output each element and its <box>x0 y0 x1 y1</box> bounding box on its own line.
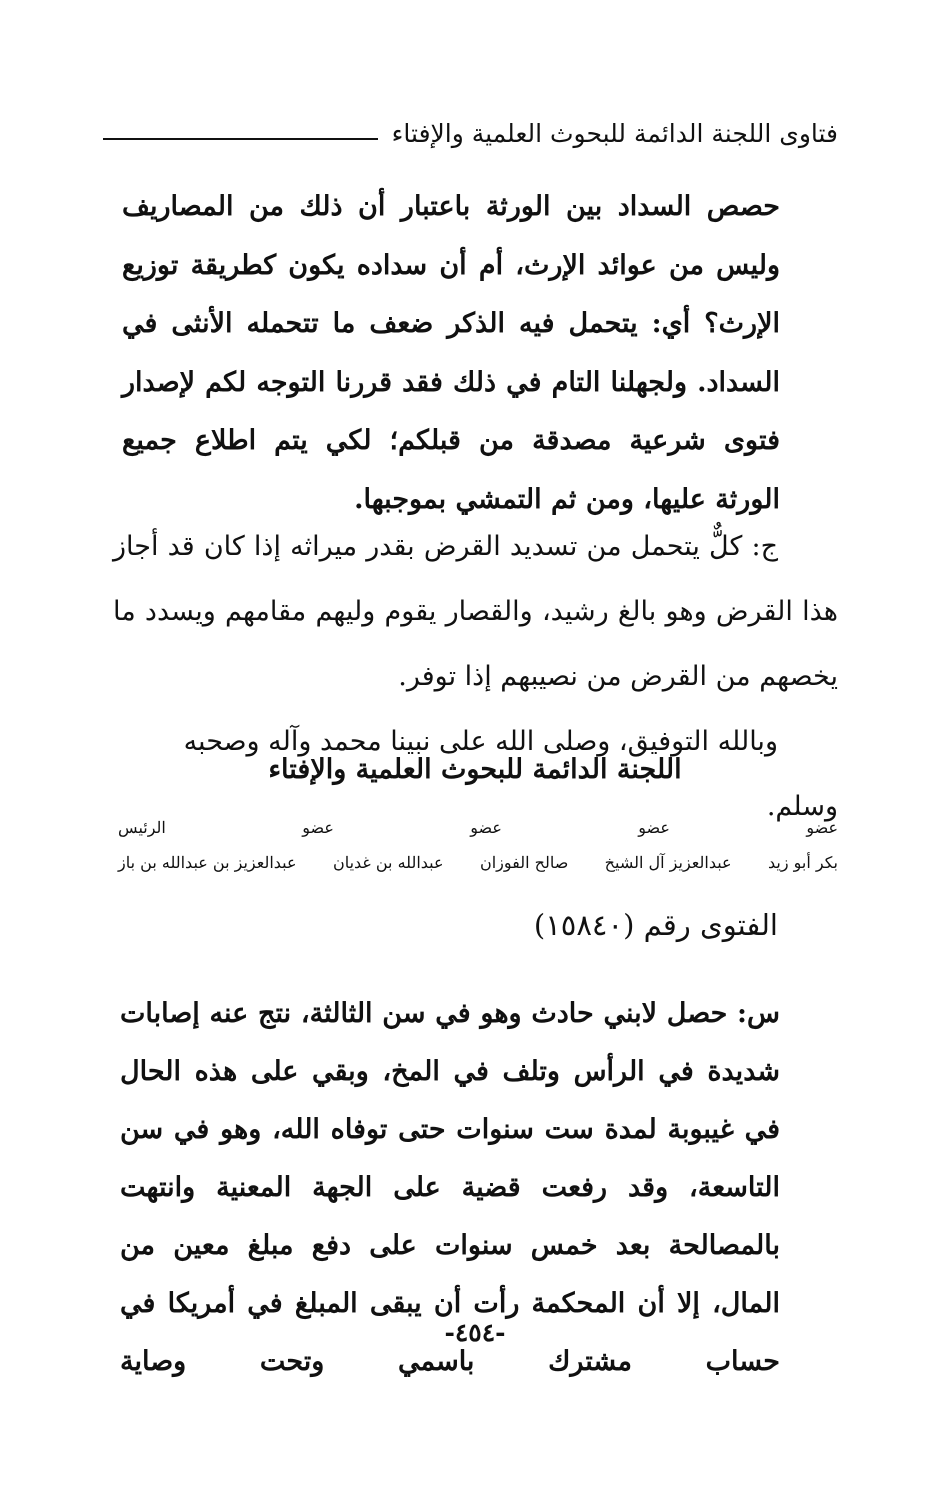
question-2-text: س: حصل لابني حادث وهو في سن الثالثة، نتج عنه إصابات شديدة في الرأس وتلف في المخ، وبقي على هذه الحال في غيبوبة لمدة ست سنوات حتى توفاه الله، وهو في سن التاسعة، وقد رفعت قضية على الجهة المعنية وانتهت بالمصالحة بعد خمس سنوات على دفع مبلغ معين من المال، إلا أن المحكمة رأت أن يبقى المبلغ في أمريكا في حساب مشترك باسمي وتحت وصاية <box>120 998 780 1377</box>
signatory-role: عضو <box>806 818 838 837</box>
fatwa-number: الفتوى رقم (١٥٨٤٠) <box>533 908 778 942</box>
signatory-role: عضو <box>302 818 334 837</box>
question-continued-text: حصص السداد بين الورثة باعتبار أن ذلك من المصاريف وليس من عوائد الإرث، أم أن سداده يكون كطريقة توزيع الإرث؟ أي: يتحمل فيه الذكر ضعف ما تتحمله الأنثى في السداد. ولجهلنا التام في ذلك فقد قررنا التوجه لكم لإصدار فتوى شرعية مصدقة من قبلكم؛ لكي يتم اطلاع جميع الورثة عليها، ومن ثم التمشي بموجبها. <box>122 191 780 515</box>
signatory-role: الرئيس <box>118 818 166 837</box>
signatory-name: بكر أبو زيد <box>767 853 838 872</box>
signatory-roles <box>118 818 838 837</box>
signatory-name: عبدالعزيز آل الشيخ <box>604 853 732 872</box>
running-header <box>103 106 838 146</box>
signatory-name: عبدالعزيز بن عبدالله بن باز <box>118 853 297 872</box>
signatory-role: عضو <box>638 818 670 837</box>
signatory-role: عضو <box>470 818 502 837</box>
question-continued <box>122 178 780 529</box>
closing-prayer: وبالله التوفيق، وصلى الله على نبينا محمد وآله وصحبه وسلم. <box>183 726 838 822</box>
page-number: -٤٥٤- <box>444 1318 506 1347</box>
header-rule <box>103 138 378 140</box>
signatory-names <box>118 853 838 872</box>
committee-title: اللجنة الدائمة للبحوث العلمية والإفتاء <box>268 754 682 785</box>
signatory-name: صالح الفوزان <box>479 853 569 872</box>
running-title: فتاوى اللجنة الدائمة للبحوث العلمية والإفتاء <box>391 119 838 148</box>
answer-block <box>113 514 838 839</box>
signatory-name: عبدالله بن غديان <box>332 853 444 872</box>
answer-text: ج: كلٌّ يتحمل من تسديد القرض بقدر ميراثه إذا كان قد أجاز هذا القرض وهو بالغ رشيد، والقصار يقوم وليهم مقامهم ويسدد ما يخصهم من القرض من نصيبهم إذا توفر. <box>113 531 838 692</box>
